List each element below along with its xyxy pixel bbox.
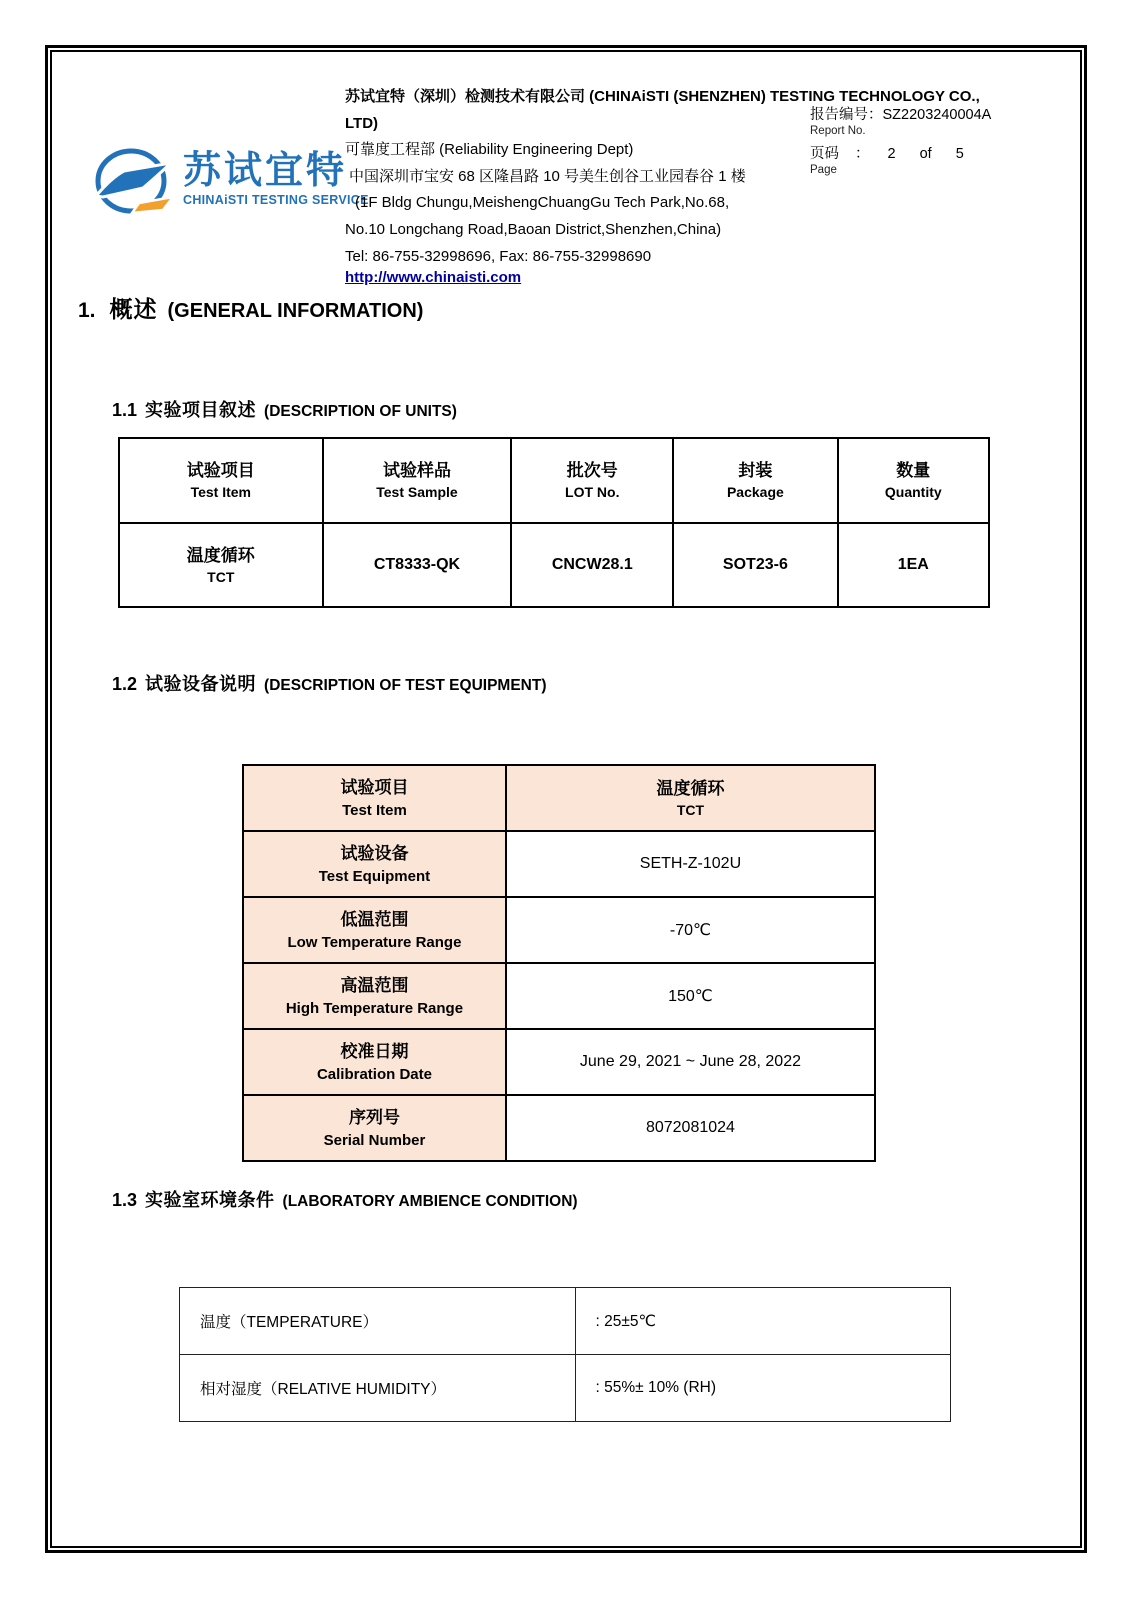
report-no-value: SZ2203240004A <box>882 107 992 123</box>
units-header-lot-no-en: LOT No. <box>565 484 620 500</box>
ambience-row-temperature <box>180 1288 951 1355</box>
equipment-value-test-item-cn: 温度循环 <box>656 778 725 798</box>
units-header-test-item-en: Test Item <box>190 484 251 500</box>
equipment-label-test-equipment-cn: 试验设备 <box>340 843 409 863</box>
section-equipment-title-cn: 试验设备说明 <box>145 674 257 694</box>
equipment-label-low-temp <box>243 897 506 963</box>
units-cell-test-item-cn: 温度循环 <box>186 545 255 565</box>
equipment-value-test-item <box>506 765 875 831</box>
section-general-heading <box>78 291 423 324</box>
equipment-value-serial-number: 8072081024 <box>506 1095 875 1161</box>
equipment-value-test-equipment: SETH-Z-102U <box>506 831 875 897</box>
equipment-label-calibration-date-cn: 校准日期 <box>340 1041 409 1061</box>
equipment-value-high-temp: 150℃ <box>506 963 875 1029</box>
page-label-en: Page <box>810 164 837 176</box>
units-header-test-item-cn: 试验项目 <box>186 461 255 480</box>
section-general-title-en: (GENERAL INFORMATION) <box>167 300 424 322</box>
section-equipment-title-en: (DESCRIPTION OF TEST EQUIPMENT) <box>264 677 547 694</box>
equipment-label-low-temp-en: Low Temperature Range <box>287 933 462 951</box>
company-name-line2: LTD) <box>345 114 379 132</box>
page-number-row <box>810 145 991 163</box>
address-en-line2: No.10 Longchang Road,Baoan District,Shenzhen,China) <box>345 220 722 238</box>
equipment-value-calibration-date: June 29, 2021 ~ June 28, 2022 <box>506 1029 875 1095</box>
report-meta <box>810 106 991 177</box>
chinaisti-logo-icon <box>93 133 177 225</box>
section-units-number: 1.1 <box>112 400 138 420</box>
equipment-label-serial-number-en: Serial Number <box>323 1131 426 1149</box>
equipment-label-high-temp-cn: 高温范围 <box>340 975 409 995</box>
company-name-line1: 苏试宜特（深圳）检测技术有限公司 (CHINAiSTI (SHENZHEN) TESTING TECHNOLOGY CO., <box>345 88 980 105</box>
equipment-value-low-temp: -70℃ <box>506 897 875 963</box>
equipment-label-high-temp <box>243 963 506 1029</box>
equipment-label-serial-number-cn: 序列号 <box>348 1107 400 1127</box>
address-cn: 中国深圳市宝安 68 区隆昌路 10 号美生创谷工业园春谷 1 楼 <box>349 167 746 185</box>
units-header-lot-no-cn: 批次号 <box>566 461 618 480</box>
equipment-label-serial-number <box>243 1095 506 1161</box>
equipment-label-test-item <box>243 765 506 831</box>
units-table-data-row <box>119 523 989 607</box>
ambience-row-humidity <box>180 1355 951 1422</box>
units-header-test-sample-cn: 试验样品 <box>382 461 451 480</box>
section-units-title-cn: 实验项目叙述 <box>145 400 257 420</box>
website-line <box>345 267 1005 288</box>
units-header-test-item <box>119 438 323 523</box>
equipment-label-test-equipment-en: Test Equipment <box>318 867 431 885</box>
equipment-row-calibration-date <box>243 1029 875 1095</box>
ambience-label-temperature: 温度（TEMPERATURE） <box>180 1288 576 1355</box>
units-header-test-sample-en: Test Sample <box>376 484 458 500</box>
equipment-label-high-temp-en: High Temperature Range <box>285 999 464 1017</box>
page-label: 页码 <box>810 146 839 162</box>
section-units-title-en: (DESCRIPTION OF UNITS) <box>264 403 457 420</box>
units-cell-lot-no: CNCW28.1 <box>511 523 673 607</box>
tel-fax-line: Tel: 86-755-32998696, Fax: 86-755-32998690 <box>345 248 652 265</box>
units-cell-test-item <box>119 523 323 607</box>
equipment-row-serial-number <box>243 1095 875 1161</box>
equipment-label-test-equipment <box>243 831 506 897</box>
section-ambience-number: 1.3 <box>112 1190 138 1210</box>
units-header-test-sample <box>323 438 512 523</box>
logo-text <box>183 151 369 207</box>
equipment-value-test-item-en: TCT <box>676 801 705 818</box>
equipment-label-calibration-date-en: Calibration Date <box>316 1065 432 1083</box>
units-header-quantity-en: Quantity <box>884 484 942 500</box>
section-general-number: 1. <box>78 299 96 322</box>
units-cell-package: SOT23-6 <box>673 523 837 607</box>
equipment-table <box>242 764 876 1162</box>
section-general-title-cn: 概述 <box>109 296 158 322</box>
units-cell-test-item-en: TCT <box>207 568 235 585</box>
page-value: 2 of 5 <box>887 146 964 162</box>
report-no-row <box>810 106 991 124</box>
units-cell-quantity: 1EA <box>838 523 989 607</box>
units-table <box>118 437 990 608</box>
equipment-label-test-item-en: Test Item <box>342 801 407 819</box>
units-header-package-en: Package <box>726 484 784 500</box>
section-equipment-number: 1.2 <box>112 674 138 694</box>
equipment-row-low-temp <box>243 897 875 963</box>
logo-wordmark-en: CHINAiSTI TESTING SERVICE <box>183 193 369 207</box>
section-ambience-heading <box>112 1186 578 1212</box>
ambience-table <box>179 1287 951 1422</box>
units-header-package-cn: 封装 <box>738 461 773 480</box>
address-en-line1: (1F Bldg Chungu,MeishengChuangGu Tech Park,No.68, <box>355 194 730 211</box>
logo-wordmark-cn: 苏试宜特 <box>183 150 348 192</box>
equipment-label-calibration-date <box>243 1029 506 1095</box>
page-colon: ： <box>855 146 870 162</box>
website-link[interactable]: http://www.chinaisti.com <box>345 269 522 286</box>
equipment-row-test-item <box>243 765 875 831</box>
equipment-row-test-equipment <box>243 831 875 897</box>
ambience-label-humidity: 相对湿度（RELATIVE HUMIDITY） <box>180 1355 576 1422</box>
ambience-value-temperature: : 25±5℃ <box>575 1288 950 1355</box>
ambience-value-humidity: : 55%± 10% (RH) <box>575 1355 950 1422</box>
report-no-label-en: Report No. <box>810 125 866 137</box>
equipment-row-high-temp <box>243 963 875 1029</box>
equipment-label-test-item-cn: 试验项目 <box>340 777 409 797</box>
units-header-package <box>673 438 837 523</box>
units-table-header-row <box>119 438 989 523</box>
units-cell-test-sample: CT8333-QK <box>323 523 512 607</box>
units-header-lot-no <box>511 438 673 523</box>
section-units-heading <box>112 396 457 422</box>
units-header-quantity-cn: 数量 <box>896 461 931 480</box>
company-logo <box>93 133 369 225</box>
report-no-label: 报告编号： <box>810 107 883 123</box>
units-header-quantity <box>838 438 989 523</box>
section-ambience-title-cn: 实验室环境条件 <box>145 1190 275 1210</box>
section-ambience-title-en: (LABORATORY AMBIENCE CONDITION) <box>282 1193 578 1210</box>
department-line: 可靠度工程部 (Reliability Engineering Dept) <box>345 141 634 158</box>
equipment-label-low-temp-cn: 低温范围 <box>340 909 409 929</box>
section-equipment-heading <box>112 670 546 696</box>
